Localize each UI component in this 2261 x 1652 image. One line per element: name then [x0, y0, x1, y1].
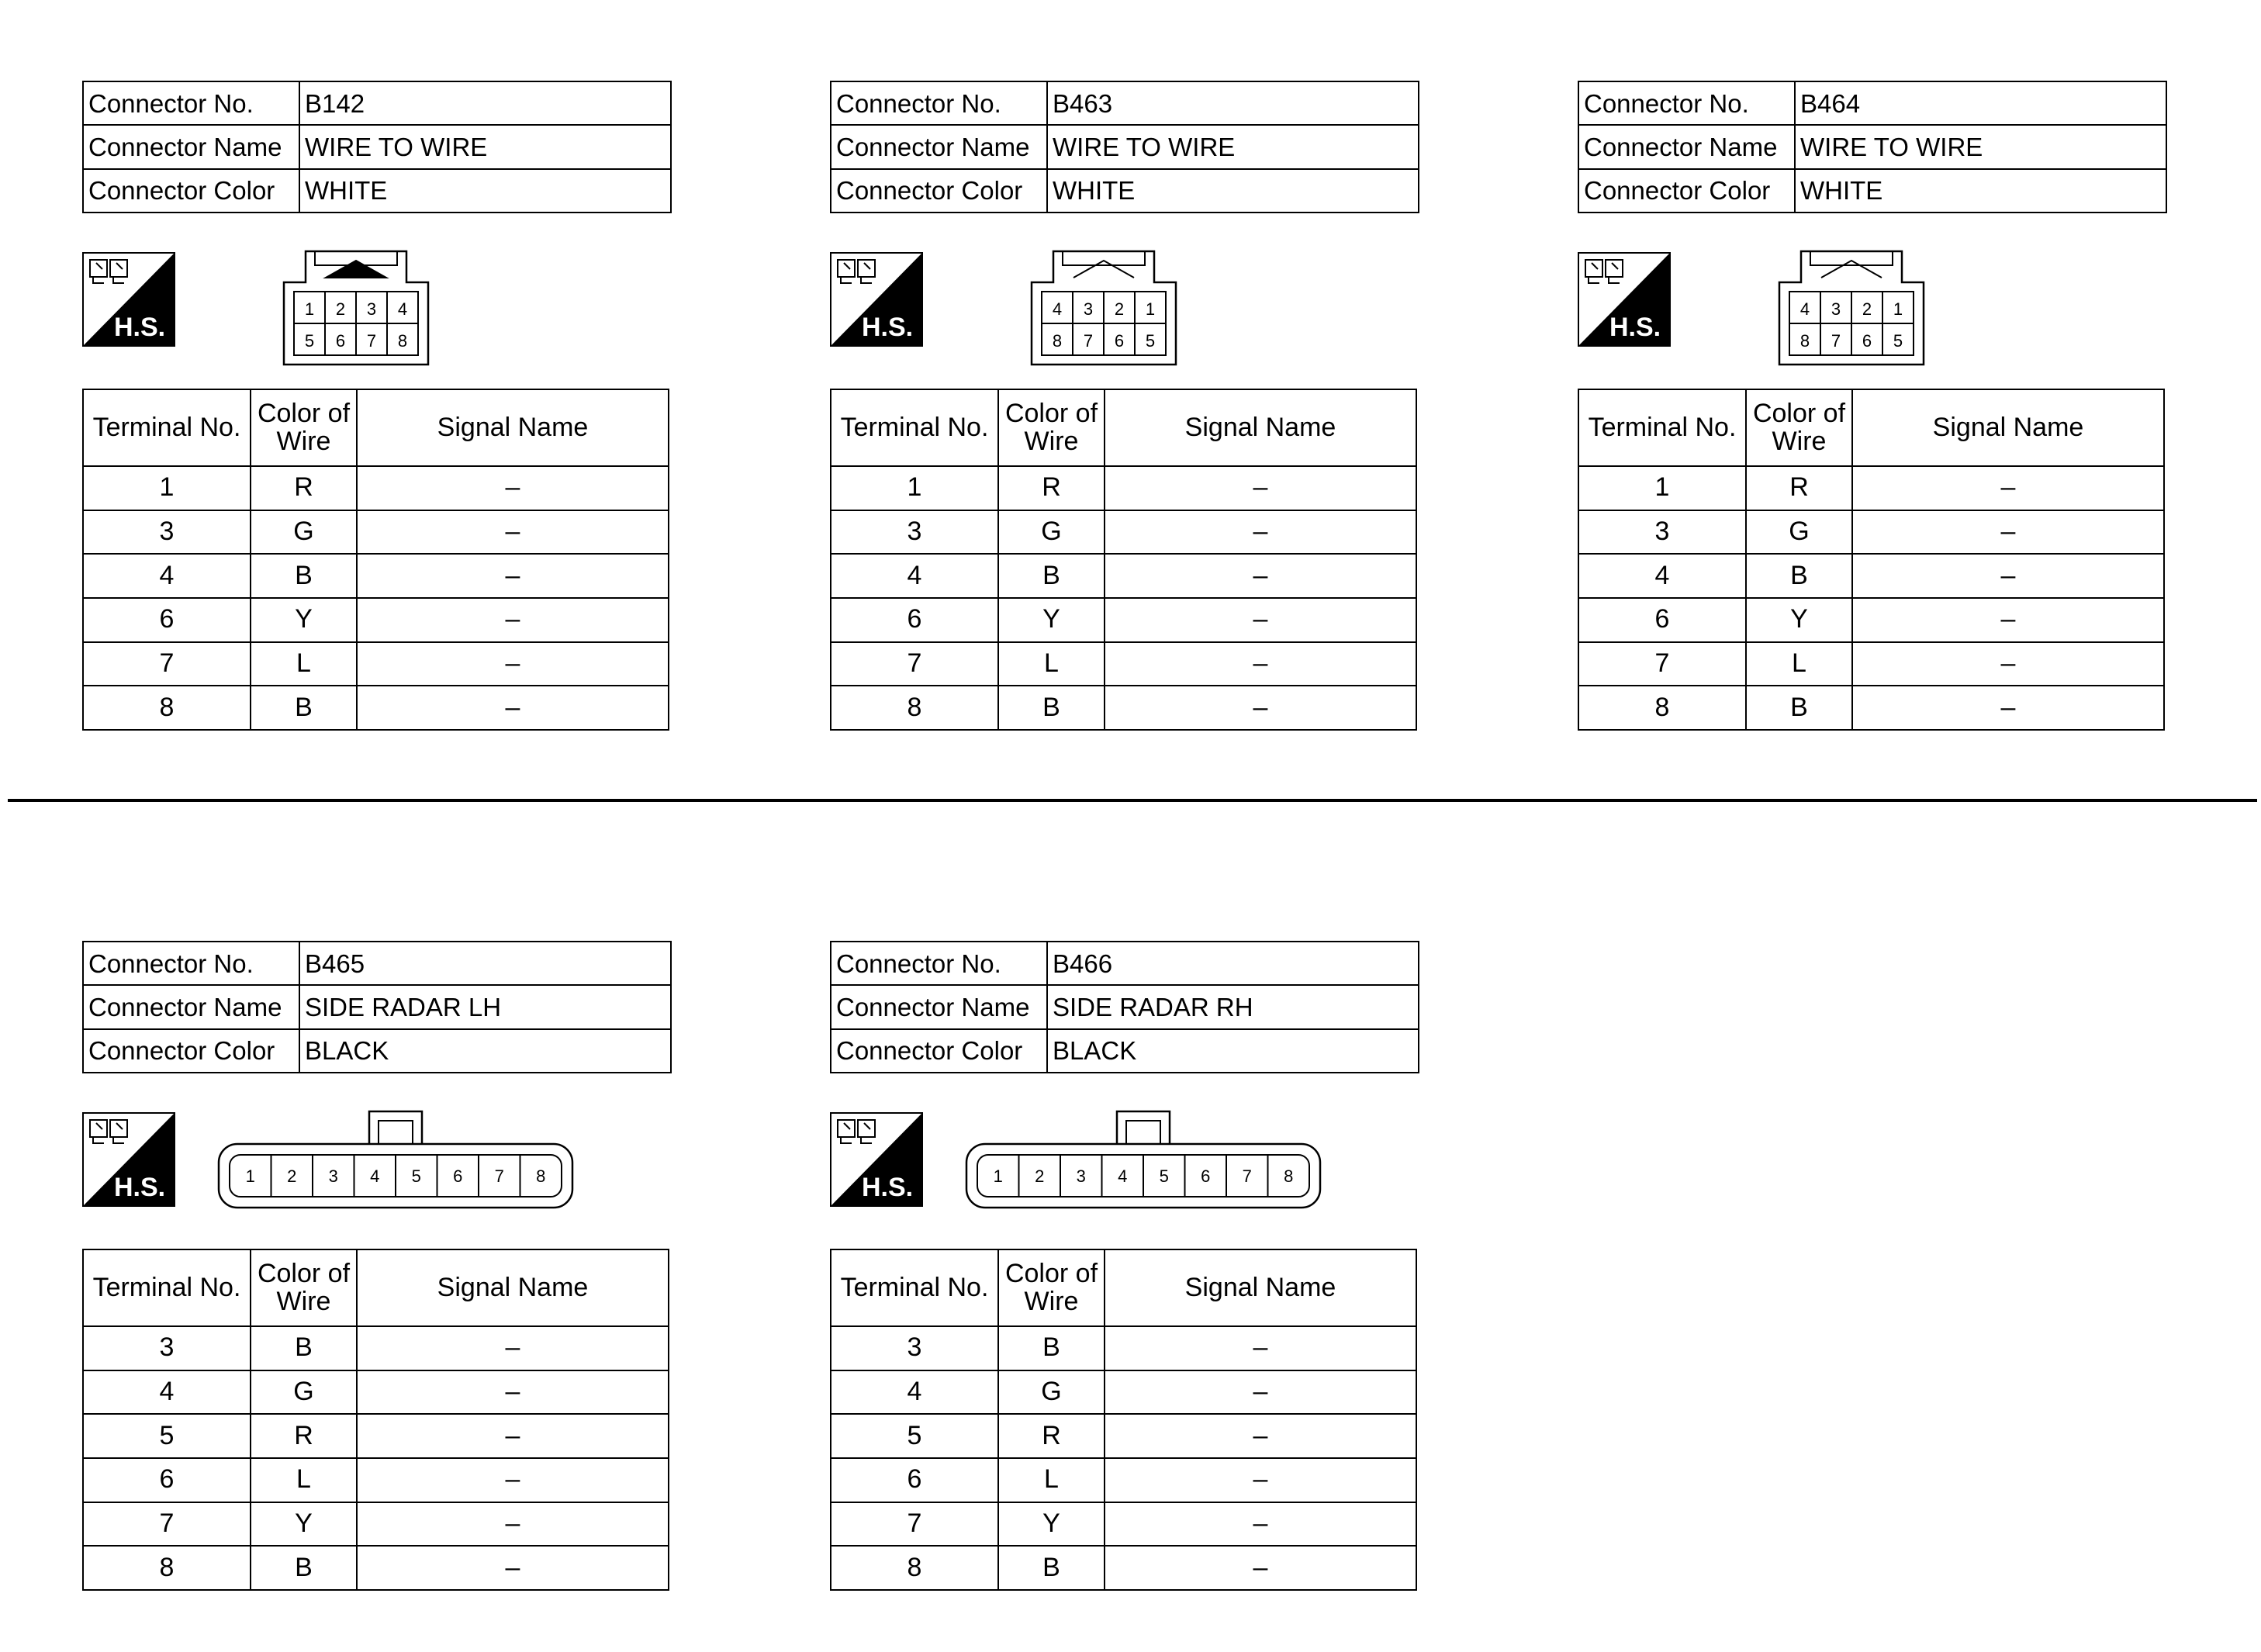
pin-number: 8 — [536, 1166, 546, 1186]
connector-name: WIRE TO WIRE — [299, 125, 671, 168]
connector-name: WIRE TO WIRE — [1047, 125, 1419, 168]
signal-name: – — [1105, 1546, 1416, 1590]
info-label: Connector Name — [831, 125, 1047, 168]
terminal-table — [830, 389, 1417, 731]
terminal-row — [83, 1502, 669, 1547]
signal-name: – — [1105, 642, 1416, 686]
terminal-number: 3 — [831, 510, 998, 555]
pin-number: 5 — [411, 1166, 421, 1186]
terminal-row — [831, 1370, 1416, 1415]
terminal-number: 8 — [1578, 686, 1746, 730]
info-row — [83, 1029, 671, 1073]
wire-color: B — [998, 1546, 1105, 1590]
terminal-row — [831, 510, 1416, 555]
connector-block-1 — [830, 81, 1419, 740]
terminal-row — [831, 1546, 1416, 1590]
pin-number: 3 — [1831, 299, 1841, 319]
connector-face-diagram — [1030, 250, 1177, 366]
connector-name: SIDE RADAR LH — [299, 985, 671, 1028]
terminal-row — [1578, 598, 2164, 642]
connector-face-diagram — [282, 250, 430, 366]
signal-name: – — [357, 598, 669, 642]
header-terminal-no: Terminal No. — [831, 1249, 998, 1326]
connector-face-diagram — [965, 1110, 1322, 1211]
info-row — [831, 81, 1419, 125]
pin-number: 5 — [1145, 331, 1156, 351]
wire-color: B — [1746, 554, 1852, 598]
hs-label: H.S. — [861, 1173, 914, 1202]
hs-harness-side-icon — [82, 1112, 175, 1207]
hs-label: H.S. — [1609, 313, 1661, 342]
info-label: Connector Color — [83, 1029, 299, 1073]
terminal-row — [1578, 466, 2164, 510]
terminal-row — [831, 1502, 1416, 1547]
header-color-of-wire-line1: Color of — [257, 398, 351, 428]
header-signal-name: Signal Name — [1105, 1249, 1416, 1326]
header-color-of-wire — [1746, 389, 1852, 466]
pin-number: 2 — [335, 299, 346, 319]
pin-number: 8 — [1052, 331, 1063, 351]
wire-color: L — [998, 642, 1105, 686]
signal-name: – — [1105, 598, 1416, 642]
hs-harness-side-icon — [82, 252, 175, 347]
terminal-number: 5 — [83, 1414, 251, 1458]
terminal-row — [1578, 642, 2164, 686]
connector-color: BLACK — [1047, 1029, 1419, 1073]
info-label: Connector No. — [83, 81, 299, 125]
terminal-number: 7 — [83, 1502, 251, 1547]
terminal-number: 4 — [1578, 554, 1746, 598]
connector-lock-outline — [369, 1111, 422, 1144]
connector-info-table — [82, 941, 672, 1073]
info-label: Connector Name — [1578, 125, 1795, 168]
pin-number: 8 — [1799, 331, 1810, 351]
wire-color: L — [251, 1458, 357, 1502]
wire-color: Y — [998, 1502, 1105, 1547]
wire-color: G — [251, 510, 357, 555]
signal-name: – — [1852, 510, 2164, 555]
connector-number: B463 — [1047, 81, 1419, 125]
info-row — [83, 942, 671, 985]
wire-color: B — [251, 686, 357, 730]
terminal-number: 5 — [831, 1414, 998, 1458]
header-color-of-wire-line2: Wire — [1772, 426, 1827, 456]
header-color-of-wire-line2: Wire — [276, 426, 331, 456]
header-color-of-wire-line1: Color of — [1004, 1258, 1098, 1288]
header-color-of-wire-line2: Wire — [276, 1286, 331, 1316]
connector-info-table — [82, 81, 672, 213]
wire-color: G — [998, 510, 1105, 555]
connector-face-diagram — [1778, 250, 1925, 366]
connector-number: B142 — [299, 81, 671, 125]
pin-number: 6 — [1862, 331, 1872, 351]
terminal-table-header — [1578, 389, 2164, 466]
info-row — [83, 169, 671, 213]
terminal-row — [83, 510, 669, 555]
signal-name: – — [1852, 466, 2164, 510]
header-color-of-wire-line2: Wire — [1024, 1286, 1079, 1316]
pin-number: 7 — [1831, 331, 1841, 351]
terminal-number: 4 — [831, 554, 998, 598]
terminal-number: 8 — [83, 686, 251, 730]
connector-number: B464 — [1795, 81, 2166, 125]
terminal-row — [1578, 554, 2164, 598]
info-row — [831, 169, 1419, 213]
wire-color: G — [1746, 510, 1852, 555]
terminal-row — [83, 1414, 669, 1458]
pin-number: 7 — [1083, 331, 1094, 351]
terminal-row — [83, 1458, 669, 1502]
info-row — [83, 125, 671, 168]
connector-lock-outline — [1117, 1111, 1170, 1144]
terminal-number: 4 — [83, 554, 251, 598]
signal-name: – — [1852, 554, 2164, 598]
wire-color: R — [1746, 466, 1852, 510]
terminal-number: 1 — [1578, 466, 1746, 510]
wire-color: B — [998, 686, 1105, 730]
pin-number: 7 — [1242, 1166, 1252, 1186]
connector-block-4 — [830, 941, 1419, 1600]
terminal-number: 6 — [1578, 598, 1746, 642]
signal-name: – — [357, 1414, 669, 1458]
signal-name: – — [357, 1502, 669, 1547]
header-terminal-no: Terminal No. — [1578, 389, 1746, 466]
signal-name: – — [1105, 1414, 1416, 1458]
connector-block-2 — [1578, 81, 2167, 740]
connector-info-table — [830, 941, 1419, 1073]
info-label: Connector Color — [831, 1029, 1047, 1073]
pin-number: 1 — [304, 299, 315, 319]
terminal-table-header — [831, 1249, 1416, 1326]
header-terminal-no: Terminal No. — [83, 1249, 251, 1326]
signal-name: – — [357, 554, 669, 598]
signal-name: – — [1105, 554, 1416, 598]
header-color-of-wire — [251, 1249, 357, 1326]
terminal-number: 6 — [83, 1458, 251, 1502]
pin-number: 4 — [397, 299, 408, 319]
connector-block-0 — [82, 81, 672, 740]
terminal-row — [83, 1326, 669, 1370]
hs-harness-side-icon — [830, 1112, 923, 1207]
terminal-table-header — [831, 389, 1416, 466]
signal-name: – — [1852, 686, 2164, 730]
terminal-row — [831, 554, 1416, 598]
pin-number: 6 — [1201, 1166, 1211, 1186]
pin-number: 2 — [1114, 299, 1125, 319]
signal-name: – — [1852, 642, 2164, 686]
info-label: Connector Color — [1578, 169, 1795, 213]
info-label: Connector No. — [831, 81, 1047, 125]
pin-number: 1 — [245, 1166, 255, 1186]
terminal-row — [83, 598, 669, 642]
header-signal-name: Signal Name — [357, 1249, 669, 1326]
wire-color: R — [251, 466, 357, 510]
terminal-number: 4 — [83, 1370, 251, 1415]
header-signal-name: Signal Name — [1105, 389, 1416, 466]
pin-number: 6 — [1114, 331, 1125, 351]
signal-name: – — [357, 466, 669, 510]
pin-number: 3 — [366, 299, 377, 319]
signal-name: – — [1105, 466, 1416, 510]
wire-color: L — [251, 642, 357, 686]
pin-number: 3 — [1083, 299, 1094, 319]
connector-info-table — [1578, 81, 2167, 213]
wire-color: Y — [251, 598, 357, 642]
wire-color: B — [251, 1546, 357, 1590]
pin-number: 2 — [287, 1166, 297, 1186]
signal-name: – — [357, 686, 669, 730]
terminal-number: 7 — [831, 642, 998, 686]
info-row — [831, 125, 1419, 168]
terminal-row — [831, 598, 1416, 642]
section-divider — [8, 799, 2257, 802]
terminal-number: 3 — [83, 510, 251, 555]
info-label: Connector Color — [83, 169, 299, 213]
info-row — [1578, 125, 2166, 168]
terminal-number: 1 — [83, 466, 251, 510]
connector-key-outline — [1126, 1121, 1160, 1144]
info-row — [1578, 81, 2166, 125]
wire-color: B — [1746, 686, 1852, 730]
terminal-row — [83, 466, 669, 510]
wire-color: B — [998, 1326, 1105, 1370]
terminal-number: 7 — [831, 1502, 998, 1547]
connector-face-diagram — [217, 1110, 574, 1211]
terminal-row — [83, 1370, 669, 1415]
info-label: Connector Name — [83, 985, 299, 1028]
pin-number: 3 — [1076, 1166, 1086, 1186]
terminal-number: 3 — [831, 1326, 998, 1370]
info-row — [831, 942, 1419, 985]
signal-name: – — [1105, 510, 1416, 555]
signal-name: – — [1852, 598, 2164, 642]
connector-color: WHITE — [1795, 169, 2166, 213]
info-row — [831, 985, 1419, 1028]
header-terminal-no: Terminal No. — [83, 389, 251, 466]
pin-number: 7 — [494, 1166, 504, 1186]
header-signal-name: Signal Name — [1852, 389, 2164, 466]
signal-name: – — [1105, 1502, 1416, 1547]
wire-color: Y — [1746, 598, 1852, 642]
terminal-row — [831, 1326, 1416, 1370]
wire-color: Y — [251, 1502, 357, 1547]
pin-number: 6 — [453, 1166, 463, 1186]
terminal-number: 6 — [831, 1458, 998, 1502]
connector-key-outline — [379, 1121, 413, 1144]
terminal-table — [82, 1249, 669, 1591]
terminal-row — [831, 1414, 1416, 1458]
terminal-row — [83, 686, 669, 730]
header-color-of-wire — [998, 389, 1105, 466]
info-label: Connector No. — [1578, 81, 1795, 125]
pin-number: 5 — [1159, 1166, 1169, 1186]
signal-name: – — [1105, 1326, 1416, 1370]
hs-harness-side-icon — [830, 252, 923, 347]
info-label: Connector No. — [831, 942, 1047, 985]
hs-label: H.S. — [113, 313, 166, 342]
terminal-number: 3 — [83, 1326, 251, 1370]
wire-color: G — [998, 1370, 1105, 1415]
terminal-row — [83, 642, 669, 686]
connector-number: B465 — [299, 942, 671, 985]
terminal-number: 8 — [831, 686, 998, 730]
signal-name: – — [1105, 686, 1416, 730]
wire-color: G — [251, 1370, 357, 1415]
connector-color: WHITE — [1047, 169, 1419, 213]
signal-name: – — [1105, 1458, 1416, 1502]
terminal-table-header — [83, 389, 669, 466]
terminal-number: 6 — [831, 598, 998, 642]
info-row — [83, 985, 671, 1028]
terminal-number: 8 — [831, 1546, 998, 1590]
pin-number: 6 — [335, 331, 346, 351]
header-color-of-wire-line1: Color of — [257, 1258, 351, 1288]
pin-number: 8 — [397, 331, 408, 351]
pin-number: 1 — [1145, 299, 1156, 319]
pin-number: 7 — [366, 331, 377, 351]
signal-name: – — [357, 1370, 669, 1415]
pin-number: 5 — [304, 331, 315, 351]
terminal-row — [831, 466, 1416, 510]
signal-name: – — [357, 1326, 669, 1370]
pin-number: 8 — [1284, 1166, 1294, 1186]
wire-color: B — [251, 554, 357, 598]
pin-number: 2 — [1035, 1166, 1045, 1186]
info-label: Connector Name — [831, 985, 1047, 1028]
signal-name: – — [357, 510, 669, 555]
terminal-number: 6 — [83, 598, 251, 642]
signal-name: – — [357, 1546, 669, 1590]
connector-name: SIDE RADAR RH — [1047, 985, 1419, 1028]
terminal-number: 1 — [831, 466, 998, 510]
terminal-table-header — [83, 1249, 669, 1326]
wire-color: L — [1746, 642, 1852, 686]
connector-block-3 — [82, 941, 672, 1600]
hs-label: H.S. — [113, 1173, 166, 1202]
terminal-number: 8 — [83, 1546, 251, 1590]
header-color-of-wire — [251, 389, 357, 466]
terminal-row — [831, 686, 1416, 730]
terminal-row — [83, 554, 669, 598]
header-signal-name: Signal Name — [357, 389, 669, 466]
terminal-table — [830, 1249, 1417, 1591]
info-row — [1578, 169, 2166, 213]
info-row — [831, 1029, 1419, 1073]
terminal-row — [1578, 686, 2164, 730]
terminal-number: 3 — [1578, 510, 1746, 555]
terminal-row — [83, 1546, 669, 1590]
connector-color: BLACK — [299, 1029, 671, 1073]
terminal-table — [82, 389, 669, 731]
pin-number: 1 — [993, 1166, 1003, 1186]
info-label: Connector No. — [83, 942, 299, 985]
wire-color: R — [998, 1414, 1105, 1458]
header-color-of-wire-line2: Wire — [1024, 426, 1079, 456]
connector-color: WHITE — [299, 169, 671, 213]
header-color-of-wire-line1: Color of — [1004, 398, 1098, 428]
terminal-row — [831, 1458, 1416, 1502]
info-label: Connector Name — [83, 125, 299, 168]
terminal-number: 7 — [1578, 642, 1746, 686]
connector-number: B466 — [1047, 942, 1419, 985]
wire-color: Y — [998, 598, 1105, 642]
pin-number: 2 — [1862, 299, 1872, 319]
wire-color: R — [998, 466, 1105, 510]
terminal-number: 7 — [83, 642, 251, 686]
wire-color: L — [998, 1458, 1105, 1502]
pin-number: 4 — [1052, 299, 1063, 319]
pin-number: 4 — [1118, 1166, 1128, 1186]
hs-label: H.S. — [861, 313, 914, 342]
hs-harness-side-icon — [1578, 252, 1671, 347]
terminal-table — [1578, 389, 2165, 731]
terminal-row — [831, 642, 1416, 686]
header-terminal-no: Terminal No. — [831, 389, 998, 466]
wire-color: R — [251, 1414, 357, 1458]
pin-number: 3 — [328, 1166, 338, 1186]
connector-info-table — [830, 81, 1419, 213]
header-color-of-wire-line1: Color of — [1752, 398, 1846, 428]
terminal-number: 4 — [831, 1370, 998, 1415]
connector-name: WIRE TO WIRE — [1795, 125, 2166, 168]
terminal-row — [1578, 510, 2164, 555]
info-label: Connector Color — [831, 169, 1047, 213]
signal-name: – — [1105, 1370, 1416, 1415]
signal-name: – — [357, 642, 669, 686]
pin-number: 1 — [1893, 299, 1903, 319]
header-color-of-wire — [998, 1249, 1105, 1326]
pin-number: 4 — [1799, 299, 1810, 319]
wire-color: B — [998, 554, 1105, 598]
signal-name: – — [357, 1458, 669, 1502]
wire-color: B — [251, 1326, 357, 1370]
pin-number: 5 — [1893, 331, 1903, 351]
pin-number: 4 — [370, 1166, 380, 1186]
info-row — [83, 81, 671, 125]
